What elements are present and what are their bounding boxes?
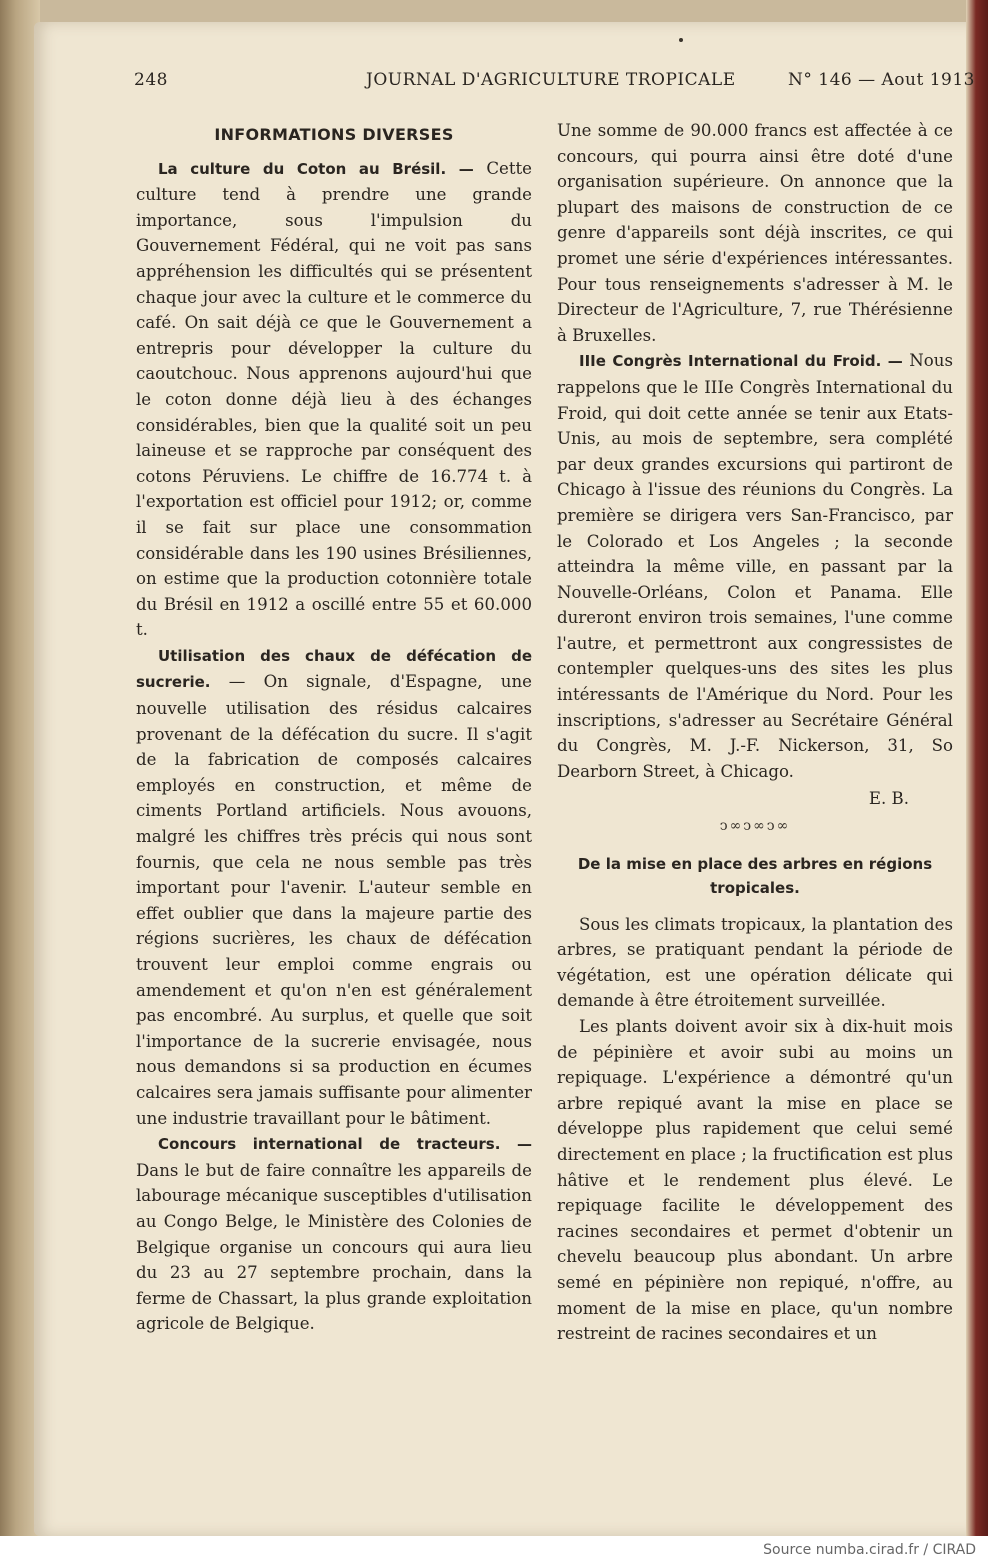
article-arbres-title: De la mise en place des arbres en régions tropicales. [577, 854, 933, 897]
article-froid-body: Nous rappelons que le IIIe Congrès International du Froid, qui doit cette année se tenir aux Etats-Unis, au mois de septembre, sera complété par deux grandes excursions qui partiront de Chicago à l'issue des réunions du Congrès. La première se dirigera vers San-Francisco, par le Colorado et Los Angeles ; la seconde atteindra la même ville, en passant par la Nouvelle-Orléans, Colon et Panama. Elle dureront environ trois semaines, l'une comme l'autre, et permettront aux congressistes de contempler quelques-uns des sites les plus intéressants de l'Amérique du Nord. Pour les inscriptions, s'adresser au Secrétaire Général du Congrès, M. J.-F. Nickerson, 31, So Dearborn Street, à Chicago. [557, 351, 953, 781]
issue-number: N° 146 — Aout 1913 [788, 70, 975, 90]
journal-title: JOURNAL D'AGRICULTURE TROPICALE [366, 70, 736, 90]
page-number: 248 [134, 70, 168, 90]
article-arbres-paragraph-2: Les plants doivent avoir six à dix-huit mois de pépinière et avoir subi au moins un repiquage. L'expérience a démontré qu'un arbre repiqué avant la mise en place se développe plus rapidement que celui semé directement en place ; la fructification est plus hâtive et le rendement plus élevé. Le repiquage facilite le développement des racines secondaires et permet d'obtenir un chevelu beaucoup plus abondant. Un arbre semé en pépinière non repiqué, n'offre, au moment de la mise en place, qu'un nombre restreint de racines secondaires et un [557, 1017, 953, 1344]
ornament-divider: ↄ∞ↄ∞ↄ∞ [719, 818, 791, 835]
article-tracteurs [136, 1131, 532, 1337]
article-tracteurs-body: Dans le but de faire connaître les appareils de labourage mécanique susceptibles d'utilisation au Congo Belge, le Ministère des Colonies de Belgique organise un concours qui aura lieu du 23 au 27 septembre prochain, dans la ferme de Chassart, la plus grande exploitation agricole de Belgique. [136, 1160, 532, 1334]
source-credit: Source numba.cirad.fr / CIRAD [763, 1542, 976, 1558]
article-cotton-title: La culture du Coton au Brésil. — [158, 159, 474, 178]
article-chaux-title: Utilisation des chaux de défécation de sucrerie. [136, 646, 532, 692]
article-arbres-paragraph-1: Sous les climats tropicaux, la plantation des arbres, se pratiquant pendant la période de végétation, est une opération délicate qui demande à être étroitement surveillée. [557, 914, 953, 1011]
article-froid-title: IIIe Congrès International du Froid. — [579, 352, 903, 371]
article-froid [557, 348, 953, 784]
section-title: INFORMATIONS DIVERSES [214, 125, 454, 144]
left-column [136, 118, 532, 1337]
article-cotton-body: Cette culture tend à prendre une grande importance, sous l'impulsion du Gouvernement Fédéral, qui ne voit pas sans appréhension les difficultés qui se présentent chaque jour avec la culture et le commerce du café. On sait déjà ce que le Gouvernement a entrepris pour développer la culture du caoutchouc. Nous apprenons aujourd'hui que le coton donne déjà lieu à des échanges considérables, bien que la qualité soit un peu laineuse et se rapproche par conséquent des cotons Péruviens. Le chiffre de 16.774 t. à l'exportation est officiel pour 1912; or, comme il se fait sur place une consommation considérable dans les 190 usines Brésiliennes, on estime que la production cotonnière totale du Brésil en 1912 a oscillé entre 55 et 60.000 t. [136, 158, 532, 640]
article-chaux [136, 643, 532, 1131]
article-chaux-body: — On signale, d'Espagne, une nouvelle utilisation des résidus calcaires provenant de la défécation du sucre. Il s'agit de la fabrication de composés calcaires employés en construction, et même de ciments Portland artificiels. Nous avouons, malgré les chiffres très précis qui nous sont fournis, que cela ne nous semble pas très important pour l'avenir. L'auteur semble en effet oublier que dans la majeure partie des régions sucrières, les chaux de défécation trouvent leur emploi comme engrais ou amendement et qu'on n'en est généralement pas encombré. Au surplus, et quelle que soit l'importance de la sucrerie envisagée, nous nous demandons si sa production en écumes calcaires sera jamais suffisante pour alimenter une industrie travaillant pour le bâtiment. [136, 672, 532, 1128]
ink-dot [679, 38, 683, 42]
signature: E. B. [868, 789, 909, 809]
right-column [557, 118, 953, 1347]
article-cotton [136, 156, 532, 643]
article-tracteurs-continued: Une somme de 90.000 francs est affectée à ce concours, qui pourra ainsi être doté d'une organisation supérieure. On annonce que la plupart des maisons de construction de ce genre d'appareils sont déjà inscrites, ce qui promet une série d'expériences intéressantes. Pour tous renseignements s'adresser à M. le Directeur de l'Agriculture, 7, rue Thérésienne à Bruxelles. [557, 121, 953, 345]
article-tracteurs-title: Concours international de tracteurs. — [158, 1135, 532, 1154]
